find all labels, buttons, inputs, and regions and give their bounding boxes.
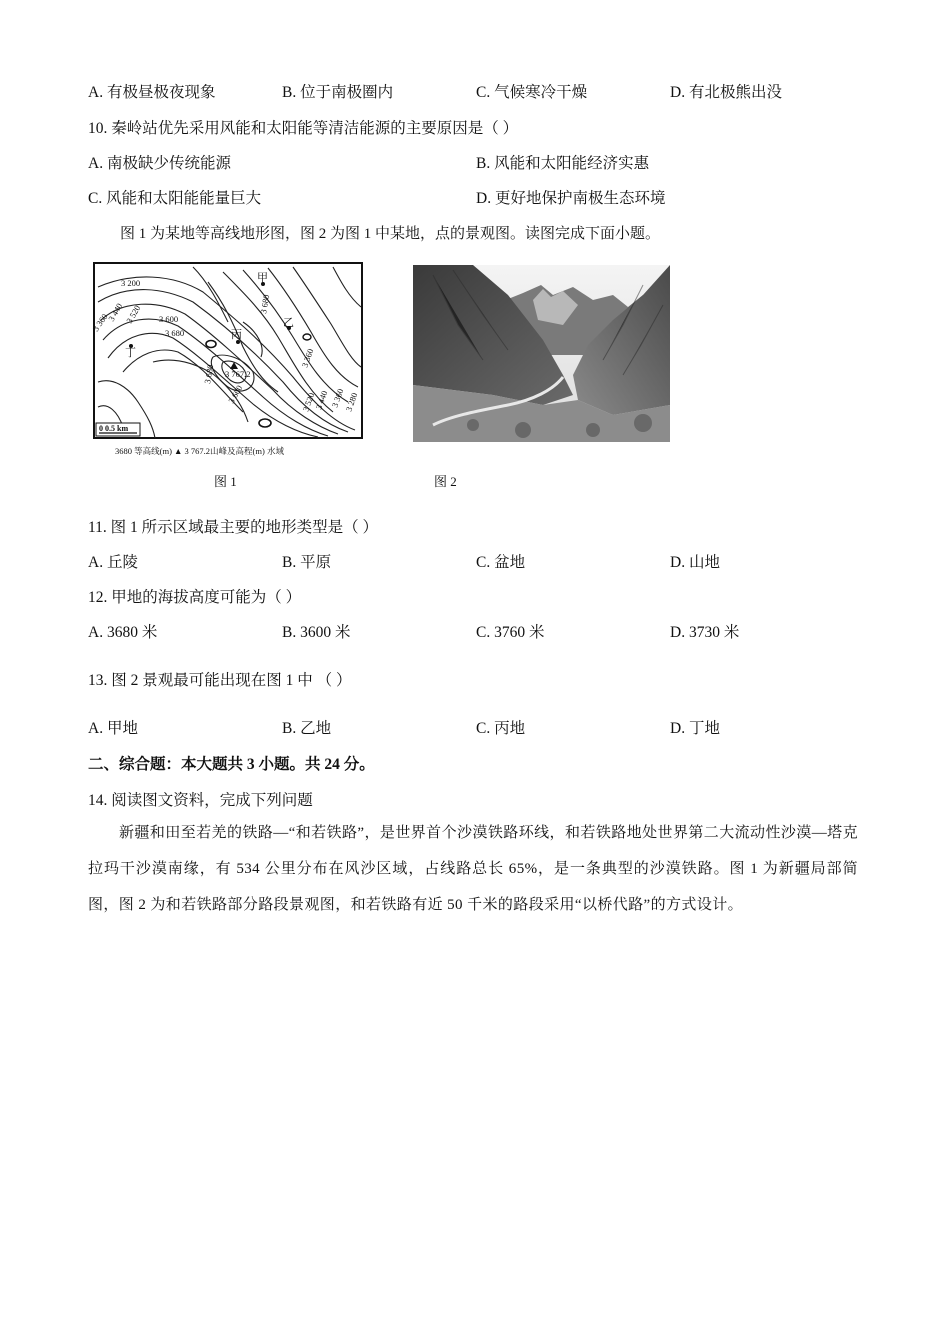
q12-option-b: B. 3600 米 <box>282 624 351 641</box>
place-ding: 丁 <box>125 346 136 359</box>
valley-photo <box>413 265 670 442</box>
q14-stem: 14. 阅读图文资料，完成下列问题 <box>88 792 313 809</box>
peak-elevation-label: 3 767.2 <box>225 369 251 379</box>
contour-label: 3 440 <box>313 389 330 411</box>
figure1-caption: 图 1 <box>214 474 237 489</box>
q13-option-d: D. 丁地 <box>670 720 720 737</box>
contour-label: 3 440 <box>106 301 125 323</box>
q12-option-d: D. 3730 米 <box>670 624 740 641</box>
contour-label: 3 520 <box>300 391 317 413</box>
q13-option-b: B. 乙地 <box>282 720 332 737</box>
q9-option-b: B. 位于南极圈内 <box>282 84 394 101</box>
q11-option-a: A. 丘陵 <box>88 554 138 571</box>
q12-option-c: C. 3760 米 <box>476 624 545 641</box>
figure-intro: 图 1 为某地等高线地形图，图 2 为图 1 中某地，点的景观图。读图完成下面小题。 <box>120 226 661 242</box>
contour-label: 3 360 <box>299 347 316 369</box>
place-yi: 乙 <box>283 316 294 329</box>
contour-label: 3 680 <box>202 363 216 385</box>
q10-option-a: A. 南极缺少传统能源 <box>88 155 231 172</box>
q13-option-a: A. 甲地 <box>88 720 138 737</box>
q10-stem: 10. 秦岭站优先采用风能和太阳能等清洁能源的主要原因是（ ） <box>88 120 519 137</box>
place-bing: 丙 <box>231 328 242 341</box>
contour-label: 3 200 <box>121 278 141 288</box>
q11-option-b: B. 平原 <box>282 554 332 571</box>
q13-stem: 13. 图 2 景观最可能出现在图 1 中 （ ） <box>88 672 352 689</box>
q9-option-a: A. 有极昼极夜现象 <box>88 84 216 101</box>
q9-option-d: D. 有北极熊出没 <box>670 84 782 101</box>
contour-map <box>90 262 365 456</box>
contour-label: 3 520 <box>124 303 143 325</box>
q12-stem: 12. 甲地的海拔高度可能为（ ） <box>88 589 302 606</box>
section-heading: 二、综合题：本大题共 3 小题。共 24 分。 <box>88 756 375 773</box>
contour-label: 3 680 <box>258 293 272 315</box>
figure2-caption: 图 2 <box>434 474 457 489</box>
q10-option-c: C. 风能和太阳能能量巨大 <box>88 190 262 207</box>
map-legend: 3680 等高线(m) ▲ 3 767.2山峰及高程(m) 水域 <box>115 446 284 456</box>
q11-stem: 11. 图 1 所示区域最主要的地形类型是（ ） <box>88 519 379 536</box>
q11-option-d: D. 山地 <box>670 554 720 571</box>
q11-option-c: C. 盆地 <box>476 554 526 571</box>
q12-option-a: A. 3680 米 <box>88 624 158 641</box>
q9-option-c: C. 气候寒冷干燥 <box>476 84 588 101</box>
contour-label: 3 600 <box>159 314 179 324</box>
contour-label: 3 360 <box>329 387 346 409</box>
place-jia: 甲 <box>257 271 268 284</box>
q10-option-b: B. 风能和太阳能经济实惠 <box>476 155 650 172</box>
q10-option-d: D. 更好地保护南极生态环境 <box>476 190 666 207</box>
q14-paragraph: 新疆和田至若羌的铁路—“和若铁路”，是世界首个沙漠铁路环线，和若铁路地处世界第二大流动性沙漠—塔克拉玛干沙漠南缘，有 534 公里分布在风沙区域，占线路总长 65%，是一条典型的沙漠铁路。图 1 为新疆局部简图，图 2 为和若铁路部分路段景观图，和若铁路有近 50 千米的路段采用“以桥代路”的方式设计。 <box>88 825 858 913</box>
scale-bar: 0 0.5 km <box>99 424 129 433</box>
contour-label: 3 360 <box>90 311 110 334</box>
q13-option-c: C. 丙地 <box>476 720 526 737</box>
contour-label: 3 680 <box>165 328 185 338</box>
contour-label: 3 600 <box>226 383 245 405</box>
contour-label: 3 280 <box>343 391 360 413</box>
